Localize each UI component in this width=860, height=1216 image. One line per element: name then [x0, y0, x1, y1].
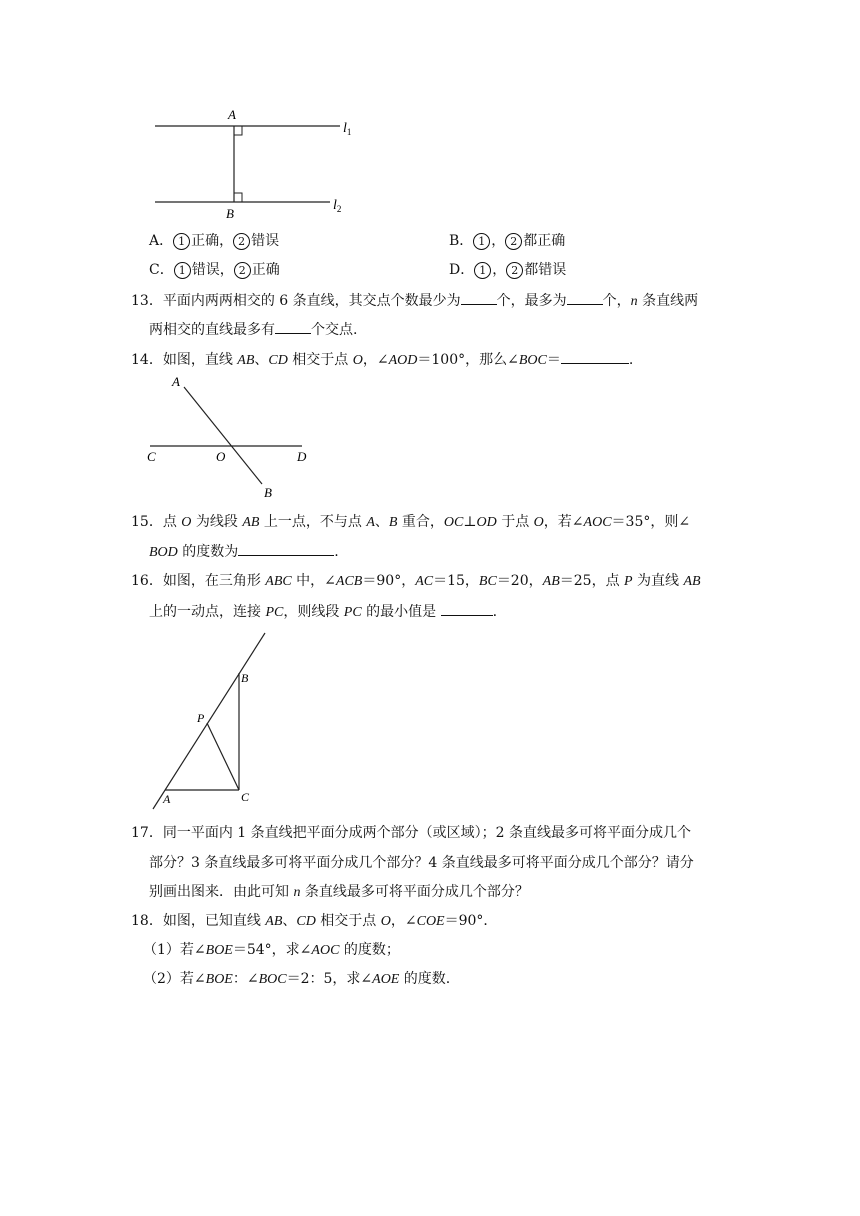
label-A: A — [228, 107, 236, 122]
question-14: 14．如图，直线 AB、CD 相交于点 O，∠AOD＝100°，那么∠BOC＝ . — [131, 349, 633, 371]
question-number: 13． — [131, 293, 163, 309]
answer-blank[interactable] — [238, 541, 334, 556]
question-number: 16． — [131, 573, 163, 589]
figure-intersecting-lines — [140, 370, 320, 505]
question-number: 15． — [131, 514, 163, 530]
question-18-part-1: （1）若∠BOE＝54°，求∠AOC 的度数； — [143, 942, 400, 958]
question-number: 18． — [131, 913, 163, 929]
figure-right-triangle — [145, 628, 275, 813]
label-C: C — [147, 449, 156, 464]
option-b[interactable]: B． 1 ， 2 都正确 — [449, 233, 566, 249]
label-A: A — [163, 792, 171, 806]
label-l2: $l_2$ — [333, 198, 342, 214]
label-C: C — [241, 790, 250, 804]
label-l1: $l_1$ — [343, 121, 352, 137]
question-17-line-2: 部分？3 条直线最多可将平面分成几个部分？4 条直线最多可将平面分成几个部分？请分 — [149, 855, 694, 871]
circled-number-2: 2 — [505, 233, 522, 250]
label-B: B — [241, 671, 249, 685]
figure-parallel-lines — [150, 105, 365, 220]
question-18-part-2: （2）若∠BOE：∠BOC＝2：5，求∠AOE 的度数. — [143, 971, 451, 987]
line-AB — [184, 387, 262, 484]
question-17-line-1: 17．同一平面内 1 条直线把平面分成两个部分（或区域）；2 条直线最多可将平面分成几个 — [131, 825, 691, 841]
option-d[interactable]: D． 1 ， 2 都错误 — [449, 262, 567, 278]
question-number: 17． — [131, 825, 163, 841]
question-15-line-1: 15．点 O 为线段 AB 上一点，不与点 A、B 重合，OC⊥OD 于点 O，若∠AOC＝35°，则∠ — [131, 514, 691, 530]
circled-number-1: 1 — [473, 233, 490, 250]
question-13-line-2: 两相交的直线最多有 个交点. — [149, 319, 357, 340]
option-a[interactable]: A． 1 正确， 2 错误 — [149, 233, 280, 249]
question-16-line-1: 16．如图，在三角形 ABC 中，∠ACB＝90°，AC＝15，BC＝20，AB＝25，点 P 为直线 AB — [131, 573, 701, 589]
answer-blank[interactable] — [567, 290, 603, 305]
circled-number-2: 2 — [234, 262, 251, 279]
question-17-line-3: 别画出图来．由此可知 n 条直线最多可将平面分成几个部分？ — [149, 884, 529, 900]
answer-blank[interactable] — [561, 349, 629, 364]
answer-blank[interactable] — [441, 601, 493, 616]
question-13-line-1: 13．平面内两两相交的 6 条直线，其交点个数最少为 个，最多为 个，n 条直线两 — [131, 290, 698, 312]
label-A: A — [172, 374, 180, 389]
label-P: P — [197, 711, 205, 725]
right-angle-mark-B — [234, 193, 242, 202]
circled-number-2: 2 — [506, 262, 523, 279]
label-D: D — [297, 449, 307, 464]
circled-number-1: 1 — [174, 262, 191, 279]
circled-number-2: 2 — [233, 233, 250, 250]
question-16-line-2: 上的一动点，连接 PC，则线段 PC 的最小值是 . — [149, 601, 497, 623]
answer-blank[interactable] — [461, 290, 497, 305]
line-AB — [153, 633, 265, 809]
question-number: 14． — [131, 352, 163, 368]
circled-number-1: 1 — [173, 233, 190, 250]
question-15-line-2: BOD 的度数为 . — [149, 541, 339, 563]
segment-PC — [207, 723, 239, 790]
right-angle-mark-A — [234, 126, 242, 135]
label-B: B — [264, 485, 272, 500]
label-B: B — [226, 206, 234, 220]
label-O: O — [216, 449, 226, 464]
option-c[interactable]: C． 1 错误， 2 正确 — [149, 262, 280, 278]
circled-number-1: 1 — [474, 262, 491, 279]
answer-blank[interactable] — [275, 319, 311, 334]
question-18: 18．如图，已知直线 AB、CD 相交于点 O，∠COE＝90°． — [131, 913, 498, 929]
